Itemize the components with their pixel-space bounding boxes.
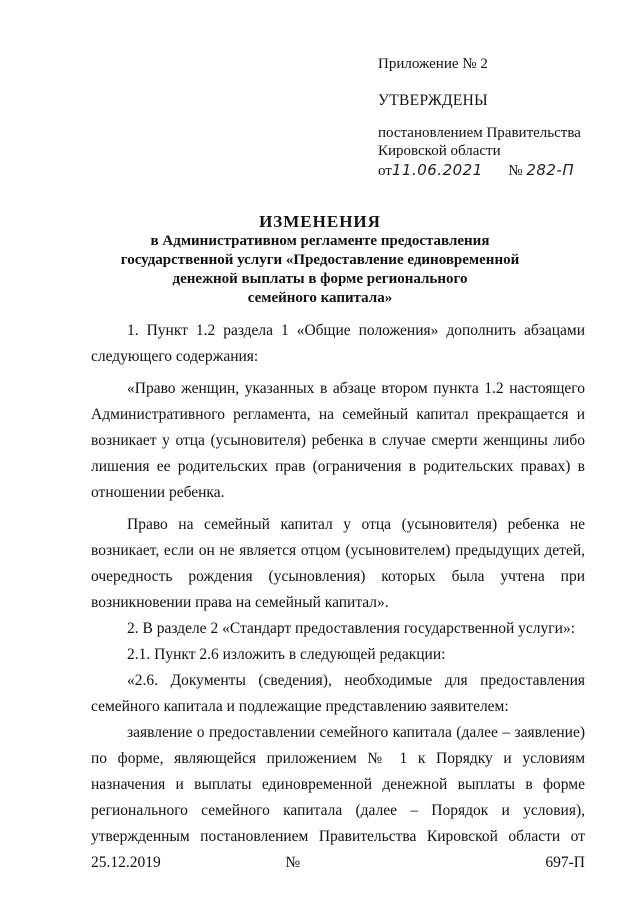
approved-by-line2: Кировской области (378, 143, 501, 159)
title-line: государственной услуги «Предоставление единовременной (120, 252, 520, 268)
paragraph: заявление о предоставлении семейного капитала (далее – заявление) по форме, являющейся приложением № 1 к Порядку и условиям назначения и выплаты единовременной денежной выплаты в форме регионального семейного капитала (далее – Порядок и условия), утвержденным постановлением Правительства Кировской области от 25.12.2019 № 697-П (91, 724, 585, 871)
paragraph: «Право женщин, указанных в абзаце втором пункта 1.2 настоящего Административного регламента, на семейный капитал прекращается и возникает у отца (усыновителя) ребенка в случае смерти женщины либо лишения ее родительских прав (ограничения в родительских правах) в отношении ребенка. (91, 380, 585, 501)
title-line: семейного капитала» (247, 290, 393, 306)
title-heading: ИЗМЕНЕНИЯ (259, 212, 381, 231)
paragraph: «2.6. Документы (сведения), необходимые для предоставления семейного капитала и подлежащие представлению заявителем: (91, 672, 585, 715)
title-line: в Административном регламенте предоставления (150, 233, 490, 249)
paragraph: 2.1. Пункт 2.6 изложить в следующей редакции: (127, 646, 446, 663)
handwritten-date: 11.06.2021 (391, 161, 483, 179)
paragraph: 1. Пункт 1.2 раздела 1 «Общие положения» дополнить абзацами следующего содержания: (91, 322, 585, 365)
approved-by-line1: постановлением Правительства (378, 125, 581, 141)
date-line (378, 161, 574, 180)
document-body (91, 318, 585, 876)
paragraph: Право на семейный капитал у отца (усыновителя) ребенка не возникает, если он не является отцом (усыновителем) предыдущих детей, очередность рождения (усыновления) которых была учтена при возникновении права на семейный капитал». (91, 516, 585, 611)
date-prefix: от (378, 163, 392, 179)
document-title (60, 212, 580, 308)
title-line: денежной выплаты в форме регионального (172, 271, 468, 287)
handwritten-number: 282-П (526, 161, 575, 179)
approved-label: УТВЕРЖДЕНЫ (378, 92, 488, 109)
paragraph: 2. В разделе 2 «Стандарт предоставления государственной услуги»: (127, 620, 576, 637)
number-prefix: № (508, 163, 523, 179)
appendix-label: Приложение № 2 (378, 56, 488, 72)
